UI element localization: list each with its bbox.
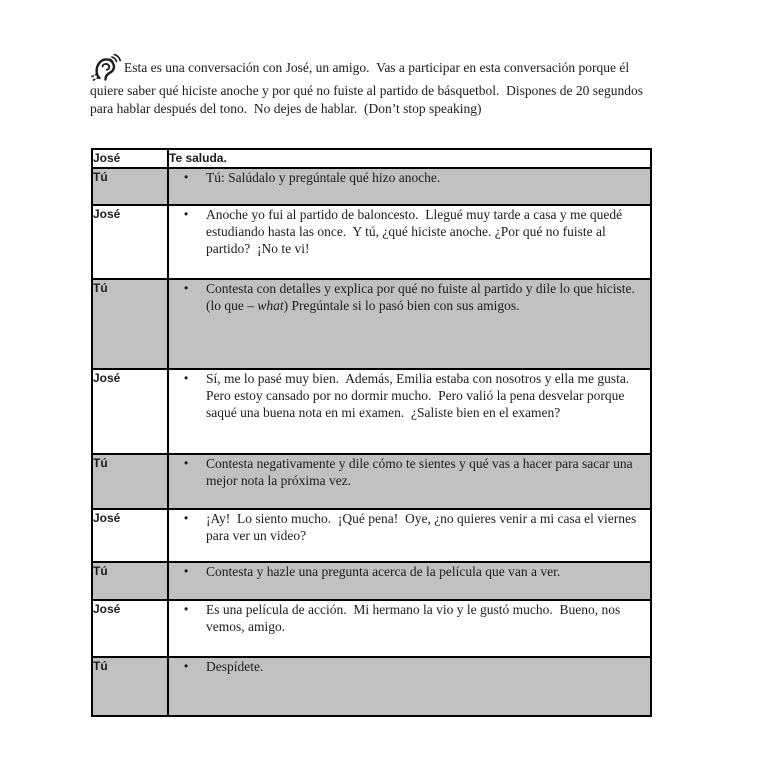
table-row-header — [92, 149, 651, 168]
bullet-marker: • — [184, 371, 189, 385]
dialogue-cell — [168, 168, 651, 205]
bullet-marker: • — [184, 456, 189, 470]
row-text-italic-segment: what — [257, 298, 284, 313]
speaker-cell: José — [92, 369, 168, 454]
dialogue-cell — [168, 600, 651, 657]
speaker-cell: José — [92, 509, 168, 562]
bullet-marker: • — [184, 170, 189, 184]
table-row — [92, 562, 651, 600]
row-text-segment: Contesta con detalles y explica por qué no fuiste al partido y dile lo que hiciste. (lo que – — [206, 281, 642, 313]
speaker-cell: José — [92, 205, 168, 279]
table-row — [92, 369, 651, 454]
row-text: Despídete. — [206, 659, 264, 674]
bullet-marker: • — [184, 511, 189, 525]
bullet-marker: • — [184, 602, 189, 616]
row-text: Tú: Salúdalo y pregúntale qué hizo anoche. — [206, 170, 441, 185]
dialogue-cell — [168, 454, 651, 509]
conversation-table — [91, 148, 652, 717]
speaker-cell: José — [92, 149, 168, 168]
speaker-cell: Tú — [92, 657, 168, 716]
table-row — [92, 657, 651, 716]
table-row — [92, 454, 651, 509]
table-row — [92, 168, 651, 205]
instruction-cell: Te saluda. — [168, 149, 651, 168]
dialogue-cell — [168, 509, 651, 562]
row-text: Contesta negativamente y dile cómo te sientes y qué vas a hacer para sacar una mejor nota la próxima vez. — [206, 456, 636, 488]
table-row — [92, 600, 651, 657]
speaker-cell: Tú — [92, 168, 168, 205]
row-text: Es una película de acción. Mi hermano la vio y le gustó mucho. Bueno, nos vemos, amigo. — [206, 602, 624, 634]
intro-text: Esta es una conversación con José, un amigo. Vas a participar en esta conversación porque él quiere saber qué hiciste anoche y por qué no fuiste al partido de básquetbol. Dispones de 20 segundos para hablar después del tono. No dejes de hablar. (Don’t stop speaking) — [90, 60, 647, 116]
dialogue-cell — [168, 279, 651, 369]
table-row — [92, 279, 651, 369]
dialogue-cell — [168, 369, 651, 454]
row-text: Anoche yo fui al partido de baloncesto. Llegué muy tarde a casa y me quedé estudiando hasta las once. Y tú, ¿qué hiciste anoche. ¿Por qué no fuiste al partido? ¡No te vi! — [206, 207, 626, 256]
speaker-cell: Tú — [92, 279, 168, 369]
bullet-marker: • — [184, 281, 189, 295]
speaker-cell: José — [92, 600, 168, 657]
row-text: ¡Ay! Lo siento mucho. ¡Qué pena! Oye, ¿no quieres venir a mi casa el viernes para ver un video? — [206, 511, 640, 543]
bullet-marker: • — [184, 659, 189, 673]
row-text: Contesta y hazle una pregunta acerca de la película que van a ver. — [206, 564, 561, 579]
dialogue-cell — [168, 205, 651, 279]
row-text — [206, 280, 650, 314]
bullet-marker: • — [184, 564, 189, 578]
row-text-segment: ) Pregúntale si lo pasó bien con sus amigos. — [283, 298, 520, 313]
table-row — [92, 205, 651, 279]
listening-ear-icon — [90, 52, 122, 82]
speaker-cell: Tú — [92, 562, 168, 600]
speaker-cell: Tú — [92, 454, 168, 509]
dialogue-cell — [168, 562, 651, 600]
dialogue-cell — [168, 657, 651, 716]
table-row — [92, 509, 651, 562]
row-text: Sí, me lo pasé muy bien. Además, Emilia estaba con nosotros y ella me gusta. Pero estoy cansado por no dormir mucho. Pero valió la pena desvelar porque saqué una buena nota en mi examen. ¿Saliste bien en el examen? — [206, 371, 643, 420]
bullet-marker: • — [184, 207, 189, 221]
intro-paragraph — [90, 52, 658, 118]
